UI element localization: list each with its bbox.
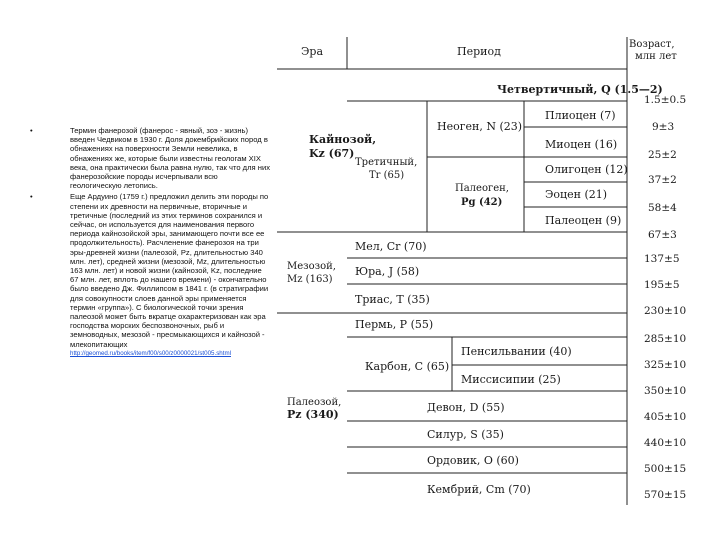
age-value: 285±10 <box>644 333 687 345</box>
age-value: 37±2 <box>648 174 677 186</box>
period-paleogene-meta: Pg (42) <box>461 197 503 208</box>
period-cambrian: Кембрий, Cm (70) <box>427 483 531 496</box>
age-value: 500±15 <box>644 463 687 475</box>
period-paleogene-name: Палеоген, <box>455 183 509 194</box>
age-value: 1.5±0.5 <box>644 94 687 106</box>
age-value: 25±2 <box>648 149 677 161</box>
header-age <box>629 39 678 62</box>
period-tertiary-meta: Tr (65) <box>369 170 405 181</box>
header-age-line2: млн лет <box>635 51 677 62</box>
period-carboniferous: Карбон, C (65) <box>365 360 450 373</box>
bullet-dot: • <box>30 192 33 202</box>
period-triassic: Триас, T (35) <box>355 293 430 306</box>
period-ordovician: Ордовик, O (60) <box>427 454 519 467</box>
age-value: 405±10 <box>644 411 687 423</box>
epoch-mississippian: Миссисипии (25) <box>461 373 561 386</box>
period-cretaceous: Мел, Cr (70) <box>355 240 427 253</box>
age-value: 9±3 <box>652 121 675 133</box>
header-age-line1: Возраст, <box>629 39 675 50</box>
period-jurassic: Юра, J (58) <box>355 265 420 278</box>
era-mesozoic-name: Мезозой, <box>287 261 336 272</box>
bullet-text: Термин фанерозой (фанерос - явный, зоэ - жизнь) введен Чедвиком в 1930 г. Доля докембрийских пород в обнажениях на поверхности Земли невелика, в обнажениях же, которые были известны геологам XIX века, она практически была равна нулю, так что для них фанерозойские породы исчерпывали всю геологическую летопись. <box>70 126 270 191</box>
era-cenozoic-name: Кайнозой, <box>309 133 377 146</box>
era-paleozoic-name: Палеозой, <box>287 397 342 408</box>
epoch-pliocene: Плиоцен (7) <box>545 109 616 122</box>
bullet-item <box>30 126 270 190</box>
header-era: Эра <box>301 45 324 58</box>
period-permian: Пермь, P (55) <box>355 318 434 331</box>
epoch-eocene: Эоцен (21) <box>545 188 608 201</box>
bullet-text: Еще Ардуино (1759 г.) предложил делить эти породы по степени их древности на первичные, вторичные и третичные (последний из этих терминов сохранился и сейчас, он используется для наименования первого периода кайнозойской эры, занимающего почти все ее продолжительность). Расчленение фанерозоя на три эры-древней жизни (палеозой, Pz, длительностью 340 млн. лет), средней жизни (мезозой, Mz, длительностью 163 млн. лет) и новой жизни (кайнозой, Kz, последние 67 млн. лет, вплоть до нашего времени) - окончательно было введено Дж. Филлипсом в 1841 г. (в стратиграфии для совокупности слоев данной эры применяется термин «группа»). С биологической точки зрения палеозой может быть вкратце охарактеризован как эра господства морских беспозвоночных, рыб и земноводных, мезозой - пресмыкающихся и кайнозой - млекопитающих <box>70 192 269 349</box>
geochronology-table <box>277 35 700 515</box>
header-period: Период <box>457 45 501 58</box>
age-value: 325±10 <box>644 359 687 371</box>
age-value: 137±5 <box>644 253 680 265</box>
age-column <box>644 94 686 501</box>
epoch-oligocene: Олигоцен (12) <box>545 163 628 176</box>
era-mesozoic-meta: Mz (163) <box>287 274 333 285</box>
bullet-dot: • <box>30 126 33 135</box>
epoch-pennsylvanian: Пенсильвании (40) <box>461 345 572 358</box>
era-cenozoic-meta: Kz (67) <box>309 147 355 160</box>
age-value: 230±10 <box>644 305 687 317</box>
source-link[interactable]: http://geomed.ru/books/item/f00/s00/z0000021/st005.shtml <box>70 349 231 357</box>
age-value: 195±5 <box>644 279 680 291</box>
epoch-miocene: Миоцен (16) <box>545 138 618 151</box>
age-value: 67±3 <box>648 229 677 241</box>
period-quaternary: Четвертичный, Q (1.5—2) <box>497 83 663 96</box>
age-value: 570±15 <box>644 489 687 501</box>
age-value: 350±10 <box>644 385 687 397</box>
epoch-paleocene: Палеоцен (9) <box>545 214 622 227</box>
period-tertiary-name: Третичный, <box>355 157 418 168</box>
bullet-list <box>30 126 270 359</box>
period-neogene: Неоген, N (23) <box>437 120 523 133</box>
era-paleozoic-meta: Pz (340) <box>287 408 339 421</box>
bullet-item <box>30 192 270 356</box>
age-value: 58±4 <box>648 202 677 214</box>
age-value: 440±10 <box>644 437 687 449</box>
period-devonian: Девон, D (55) <box>427 401 505 414</box>
period-silurian: Силур, S (35) <box>427 428 504 441</box>
